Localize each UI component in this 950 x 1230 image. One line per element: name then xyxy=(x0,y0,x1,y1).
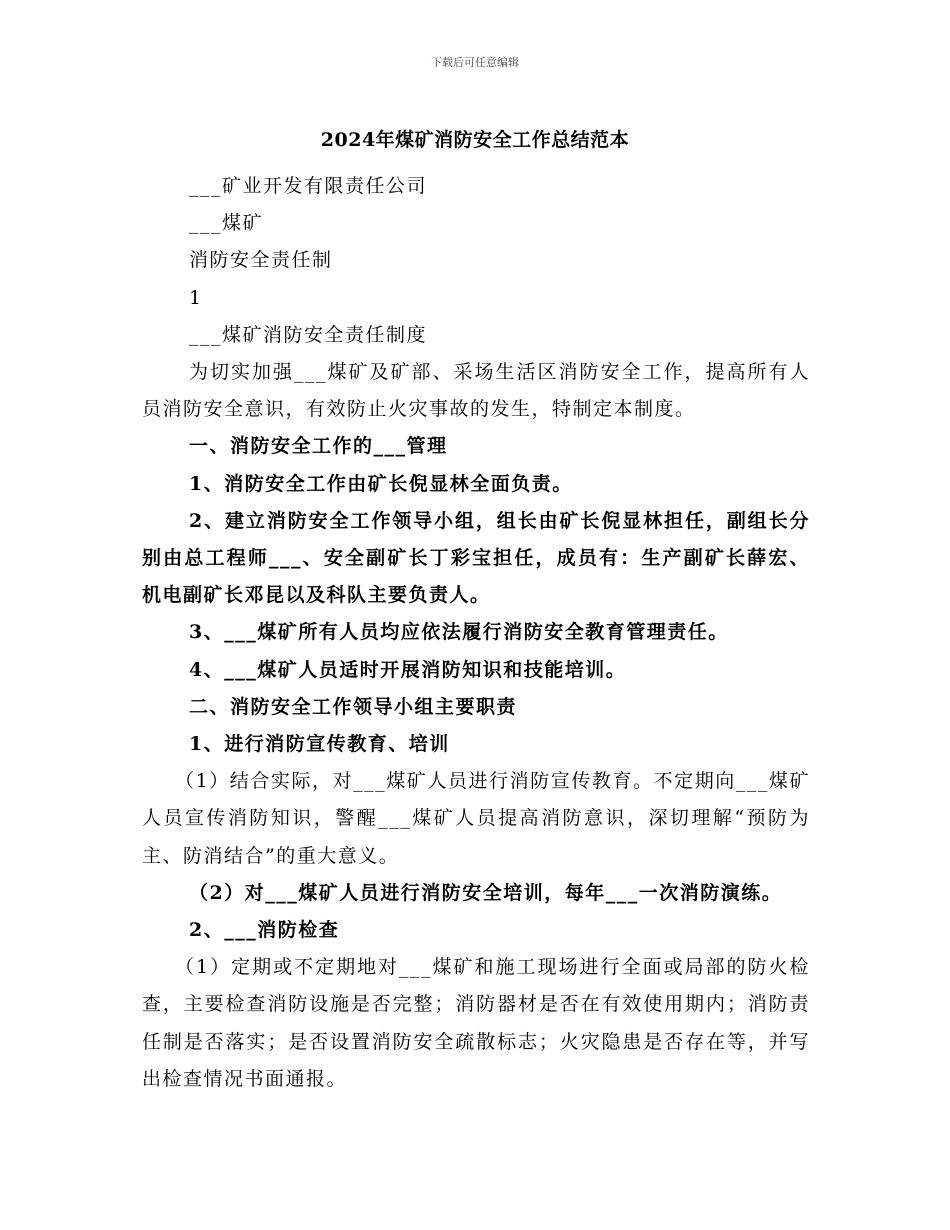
number-line: 1 xyxy=(189,286,203,309)
mine-line: ___煤矿 xyxy=(189,212,264,235)
section-2-item-1: 1、进行消防宣传教育、培训 xyxy=(189,733,450,756)
section-1-heading: 一、消防安全工作的___管理 xyxy=(189,435,448,458)
section-2-item-2-paragraph-1: （1）定期或不定期地对___煤矿和施工现场进行全面或局部的防火检查，主要检查消防设施是否完整；消防器材是否在有效使用期内；消防责任制是否落实；是否设置消防安全疏散标志；火灾隐患是否存在等，并写出检查情况书面通报。 xyxy=(142,956,810,1090)
section-2-item-1-paragraph-2: （2）对___煤矿人员进行消防安全培训，每年___一次消防演练。 xyxy=(189,881,783,904)
document-body xyxy=(142,168,810,1098)
system-line: 消防安全责任制 xyxy=(189,249,333,272)
document-title: 2024年煤矿消防安全工作总结范本 xyxy=(320,129,630,151)
company-line: ___矿业开发有限责任公司 xyxy=(189,175,428,197)
section-1-item-4: 4、___煤矿人员适时开展消防知识和技能培训。 xyxy=(189,658,627,681)
section-2-item-2: 2、___消防检查 xyxy=(189,919,340,942)
intro-paragraph: 为切实加强___煤矿及矿部、采场生活区消防安全工作，提高所有人员消防安全意识，有效防止火灾事故的发生，特制定本制度。 xyxy=(142,361,810,421)
section-1-item-1: 1、消防安全工作由矿长倪显林全面负责。 xyxy=(189,472,573,495)
system-full-line: ___煤矿消防安全责任制度 xyxy=(189,323,428,346)
section-2-item-1-paragraph-1: （1）结合实际，对___煤矿人员进行消防宣传教育。不定期向___煤矿人员宣传消防知识，警醒___煤矿人员提高消防意识，深切理解“预防为主、防消结合”的重大意义。 xyxy=(142,770,810,867)
section-1-item-3: 3、___煤矿所有人员均应依法履行消防安全教育管理责任。 xyxy=(189,621,729,644)
section-1-item-2: 2、建立消防安全工作领导小组，组长由矿长倪显林担任，副组长分别由总工程师___、安全副矿长丁彩宝担任，成员有：生产副矿长薛宏、机电副矿长邓昆以及科队主要负责人。 xyxy=(142,509,810,607)
header-note: 下载后可任意编辑 xyxy=(431,56,519,69)
section-2-heading: 二、消防安全工作领导小组主要职责 xyxy=(189,695,518,718)
